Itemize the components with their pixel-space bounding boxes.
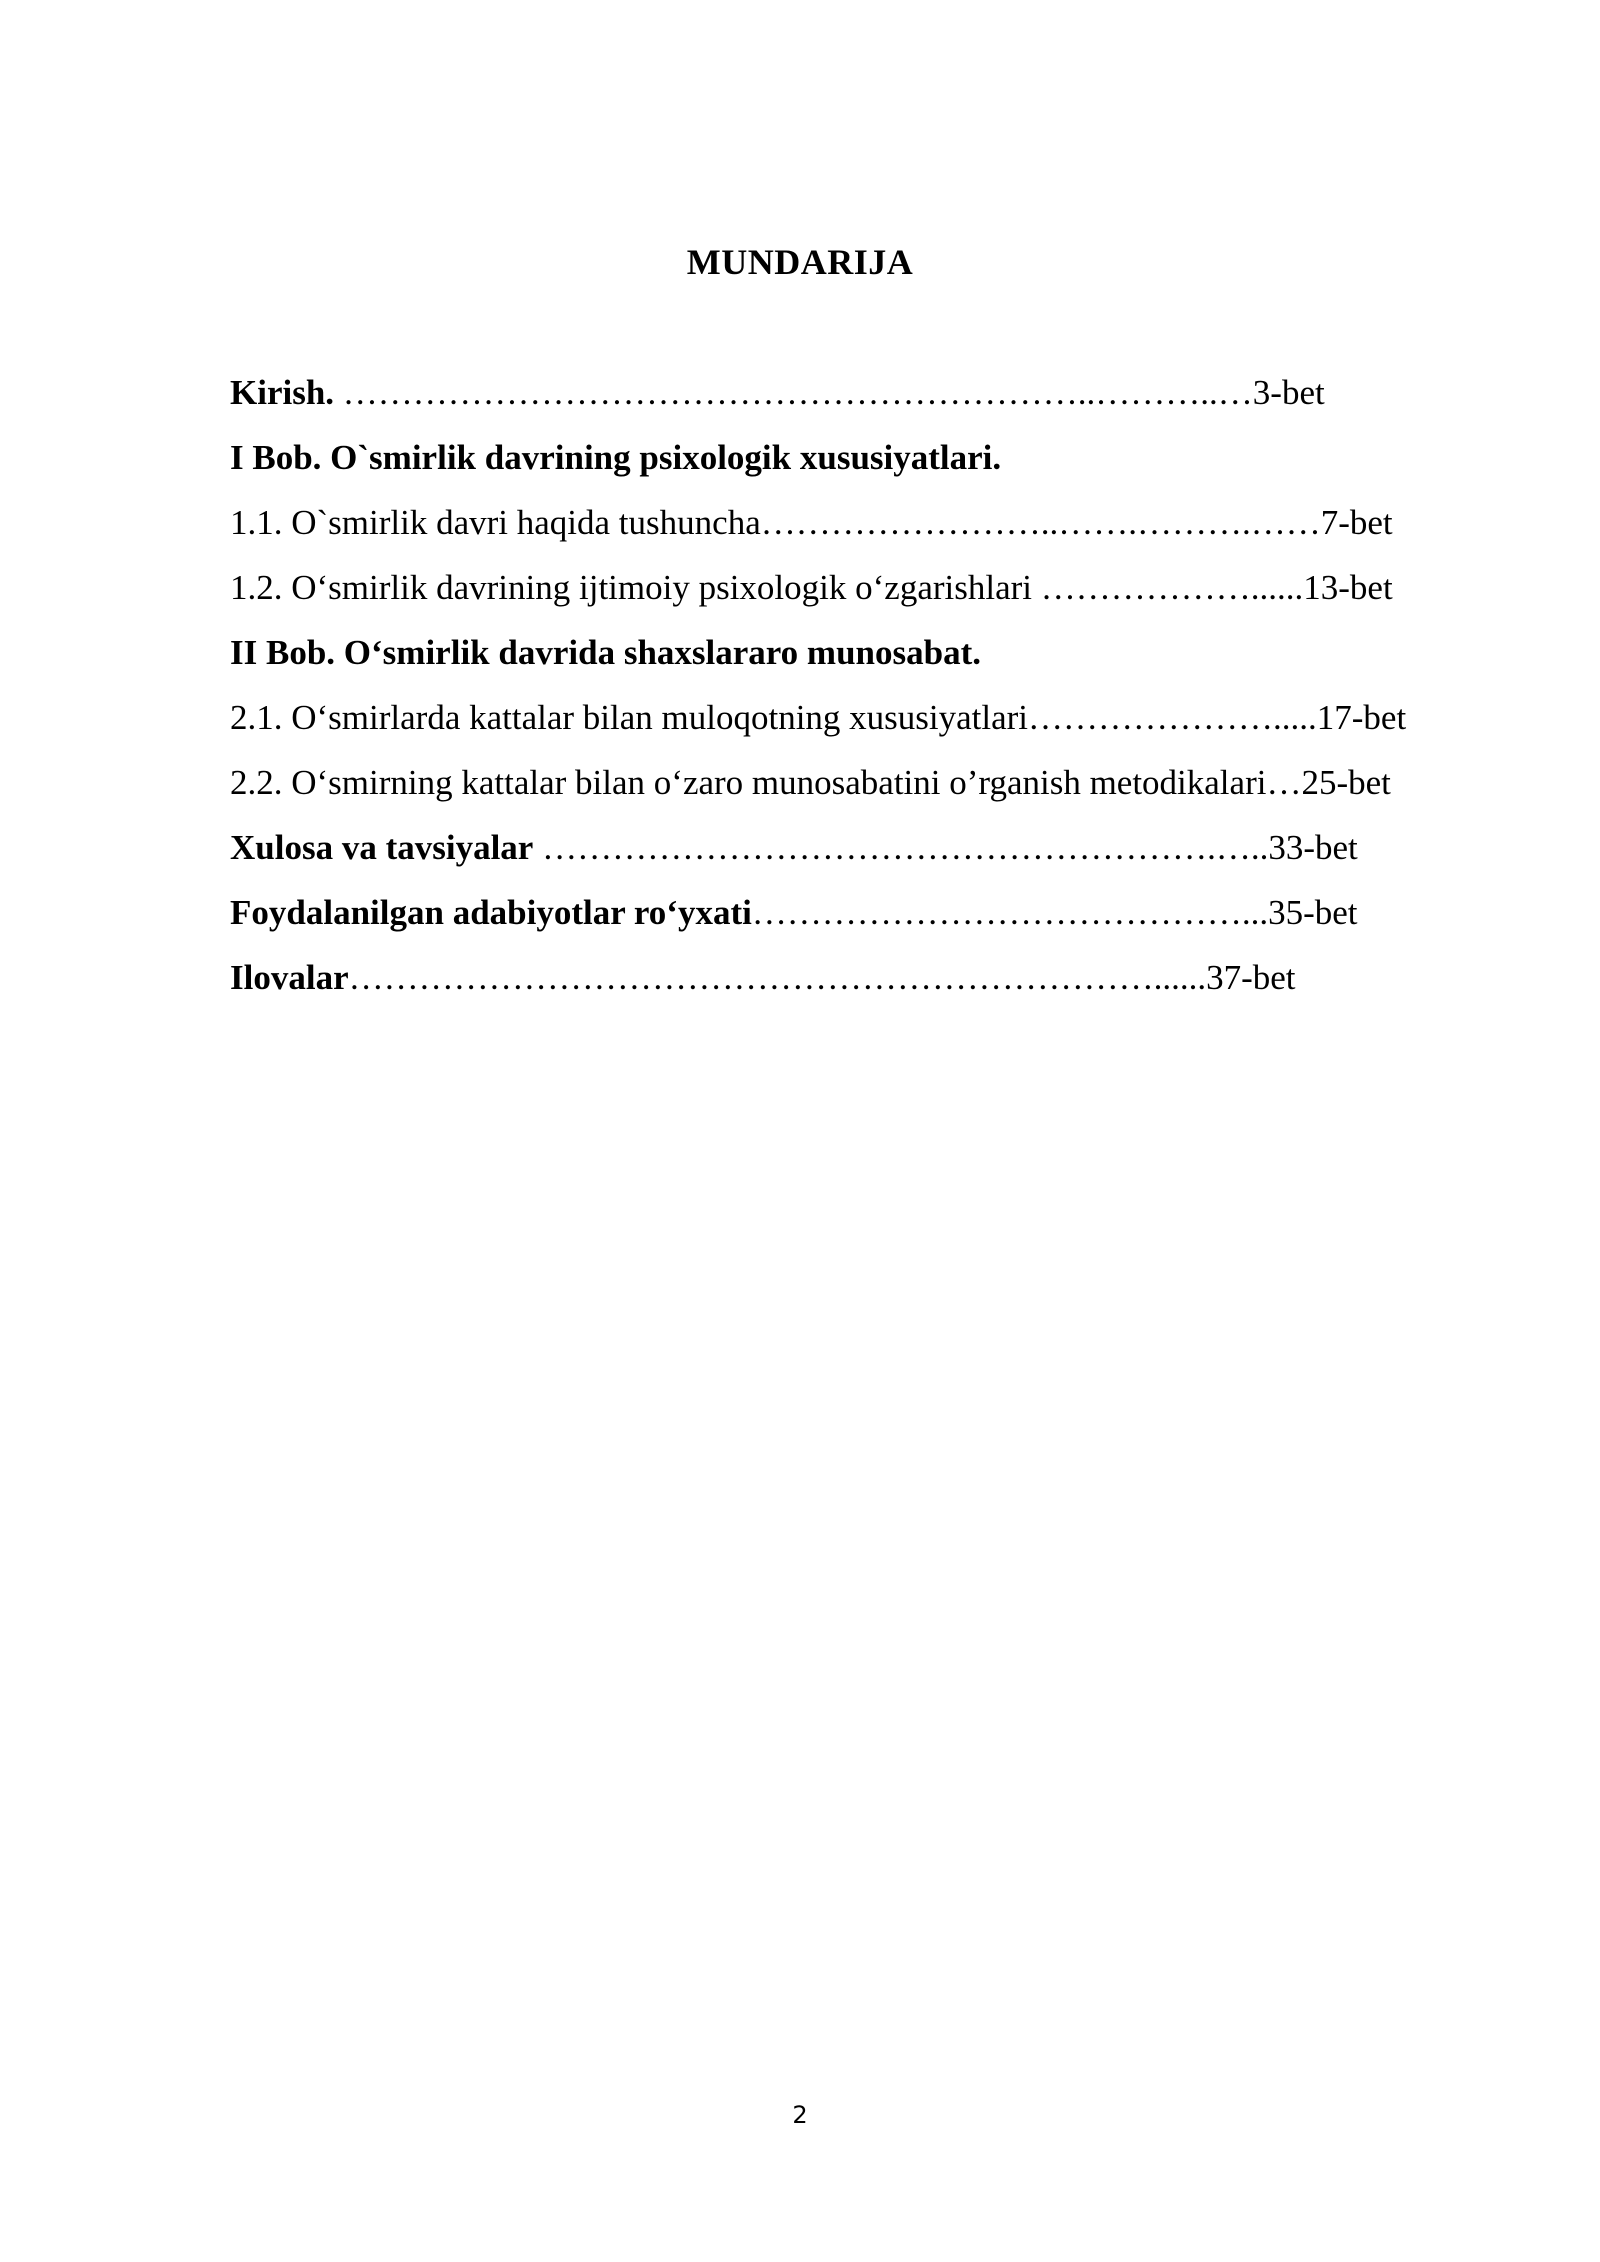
toc-entry-label: I Bob. O`smirlik davrining psixologik xususiyatlari. xyxy=(230,438,1002,477)
toc-page-ref: 25-bet xyxy=(1301,763,1391,802)
toc-page-ref: 17-bet xyxy=(1316,698,1407,737)
toc-page-ref: 7-bet xyxy=(1320,503,1393,542)
toc-entry-adabiyotlar xyxy=(230,887,1520,952)
toc-leader-dots: ………………………………………………………..………..… xyxy=(334,373,1253,412)
toc-entry-chapter-2 xyxy=(230,627,1520,692)
toc-entry-label: Kirish. xyxy=(230,373,335,412)
toc-entry-label: 2.2. O‘smirning kattalar bilan o‘zaro munosabatini o’rganish metodikalari xyxy=(230,763,1267,802)
toc-entry-label: II Bob. O‘smirlik davrida shaxslararo munosabat. xyxy=(230,633,982,672)
toc-entry-1-1 xyxy=(230,497,1520,562)
page-title: MUNDARIJA xyxy=(686,242,914,282)
toc-leader-dots: ……………………………………………………………...... xyxy=(348,958,1207,997)
toc-page-ref: 35-bet xyxy=(1268,893,1358,932)
toc-leader-dots: …………………..... xyxy=(1028,698,1317,737)
toc-entry-label: Xulosa va tavsiyalar xyxy=(230,828,534,867)
toc-entry-kirish xyxy=(230,367,1520,432)
toc-entry-ilovalar xyxy=(230,952,1520,1017)
toc-page-ref: 33-bet xyxy=(1268,828,1358,867)
toc-leader-dots: ………………………………………………….….. xyxy=(533,828,1269,867)
toc-page-ref: 37-bet xyxy=(1206,958,1296,997)
toc-entry-2-2 xyxy=(230,757,1520,822)
toc-page-ref: 3-bet xyxy=(1252,373,1325,412)
toc-entry-label: 2.1. O‘smirlarda kattalar bilan muloqotning xususiyatlari xyxy=(230,698,1029,737)
toc-entry-xulosa xyxy=(230,822,1520,887)
toc-entry-label: Foydalanilgan adabiyotlar ro‘yxati xyxy=(230,893,752,932)
toc-entry-2-1 xyxy=(230,692,1520,757)
toc-leader-dots: … xyxy=(1266,763,1302,802)
toc-leader-dots: ……………………………………... xyxy=(751,893,1269,932)
toc-entry-label: Ilovalar xyxy=(230,958,349,997)
toc-page-ref: 13-bet xyxy=(1303,568,1393,607)
toc-entry-label: 1.1. O`smirlik davri haqida tushuncha xyxy=(230,503,761,542)
toc-entry-1-2 xyxy=(230,562,1520,627)
toc-entry-chapter-1 xyxy=(230,432,1520,497)
toc-leader-dots: ………………...... xyxy=(1032,568,1304,607)
toc-entry-label: 1.2. O‘smirlik davrining ijtimoiy psixologik o‘zgarishlari xyxy=(230,568,1032,607)
page-number: 2 xyxy=(792,2101,808,2129)
toc-leader-dots: ……………………..…….……….…… xyxy=(760,503,1321,542)
table-of-contents xyxy=(230,367,1520,1017)
